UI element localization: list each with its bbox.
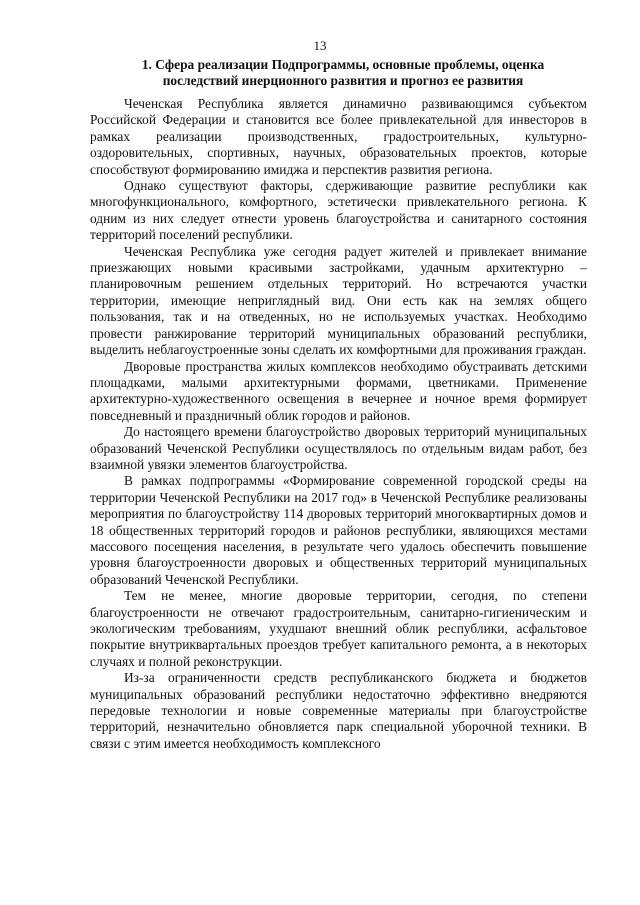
section-body (90, 96, 587, 752)
paragraph-8: Из-за ограниченности средств республиканского бюджета и бюджетов муниципальных образований республики недостаточно эффективно внедряются передовые технологии и новые современные материалы при благоустройстве территорий, незначительно обновляется парк специальной уборочной техники. В связи с этим имеется необходимость комплексного (90, 670, 587, 751)
paragraph-5: До настоящего времени благоустройство дворовых территорий муниципальных образований Чеченской Республики осуществлялось по отдельным видам работ, без взаимной увязки элементов благоустройства. (90, 424, 587, 472)
paragraph-7: Тем не менее, многие дворовые территории, сегодня, по степени благоустроенности не отвечают градостроительным, санитарно-гигиеническим и экологическим требованиям, ухудшают внешний облик республики, асфальтовое покрытие внутриквартальных проездов требует капитального ремонта, а в некоторых случаях и полной реконструкции. (90, 588, 587, 669)
paragraph-2: Однако существуют факторы, сдерживающие развитие республики как многофункционального, комфортного, эстетически привлекательного региона. К одним из них следует отнести уровень благоустройства и санитарного состояния территорий поселений республики. (90, 178, 587, 243)
paragraph-4: Дворовые пространства жилых комплексов необходимо обустраивать детскими площадками, малыми архитектурными формами, цветниками. Применение архитектурно-художественного освещения в вечернее и ночное время формирует повседневный и праздничный облик городов и районов. (90, 358, 587, 423)
paragraph-3: Чеченская Республика уже сегодня радует жителей и привлекает внимание приезжающих новыми красивыми застройками, удачным архитектурно – планировочным решением отдельных территорий. Но встречаются участки территории, имеющие неприглядный вид. Они есть как на землях общего пользования, так и на отведенных, но не используемых участках. Необходимо провести ранжирование территорий муниципальных образований республики, выделить неблагоустроенные зоны сделать их комфортными для проживания граждан. (90, 243, 587, 358)
section-heading: 1. Сфера реализации Подпрограммы, основные проблемы, оценка последствий инерционного развития и прогноз ее развития (141, 57, 545, 88)
page-number: 13 (313, 38, 327, 53)
paragraph-1: Чеченская Республика является динамично развивающимся субъектом Российской Федерации и становится все более привлекательной для инвесторов в рамках реализации производственных, градостроительных, культурно-оздоровительных, спортивных, научных, образовательных проектов, которые способствуют формированию имиджа и перспектив развития региона. (90, 96, 587, 177)
paragraph-6: В рамках подпрограммы «Формирование современной городской среды на территории Чеченской Республики на 2017 год» в Чеченской Республике реализованы мероприятия по благоустройству 114 дворовых территорий многоквартирных домов и 18 общественных территорий городов и районов республики, являющихся местами массового посещения населения, в результате чего удалось обеспечить повышение уровня благоустроенности дворовых и общественных территорий муниципальных образований Чеченской Республики. (90, 473, 587, 587)
